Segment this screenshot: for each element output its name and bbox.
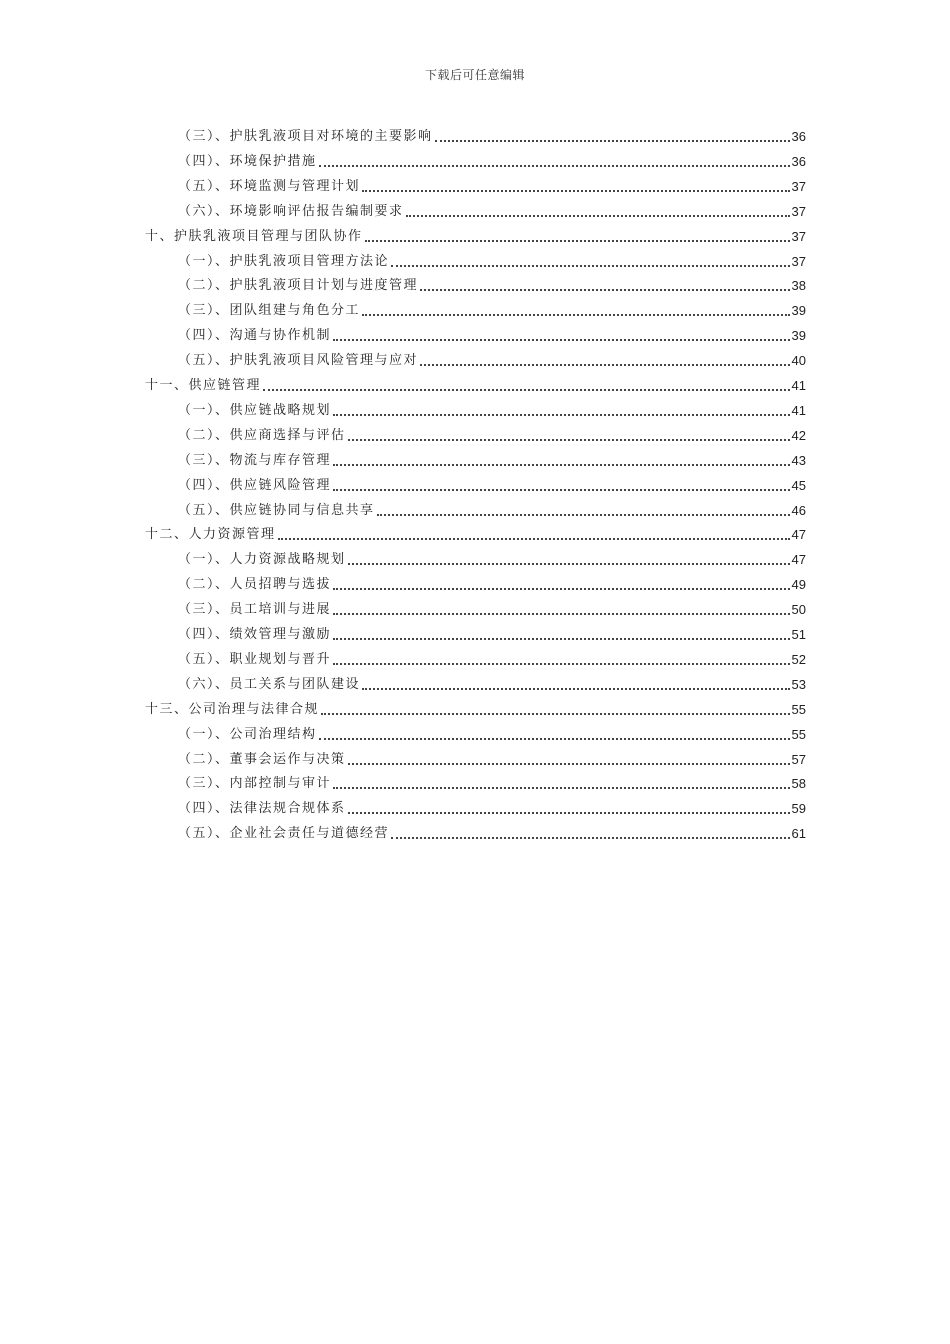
toc-page-number: 36 [791, 129, 806, 144]
toc-entry-title: （六）、环境影响评估报告编制要求 [178, 203, 404, 219]
toc-page-number: 55 [791, 726, 806, 742]
toc-entry-title: （三）、内部控制与审计 [178, 776, 332, 792]
toc-entry-title: （四）、环境保护措施 [178, 153, 317, 169]
toc-chapter-entry[interactable] [145, 226, 806, 248]
toc-page-number: 41 [791, 402, 806, 418]
toc-page-number: 39 [791, 328, 806, 344]
toc-entry-title: （四）、绩效管理与激励 [178, 627, 332, 642]
toc-dot-leader [333, 613, 790, 615]
toc-dot-leader [348, 563, 790, 565]
toc-section-entry[interactable] [178, 126, 806, 148]
toc-dot-leader [362, 314, 790, 316]
toc-dot-leader [348, 763, 790, 765]
page-header: 下载后可任意编辑 [424, 68, 525, 82]
toc-dot-leader [377, 514, 790, 516]
toc-page-number: 53 [791, 676, 806, 692]
toc-page-number: 52 [791, 651, 806, 667]
toc-entry-title: （二）、供应商选择与评估 [178, 427, 346, 443]
toc-entry-title: （四）、法律法规合规体系 [178, 801, 346, 817]
toc-dot-leader [348, 812, 790, 814]
toc-page-number: 42 [791, 427, 806, 443]
toc-dot-leader [333, 638, 790, 640]
toc-section-entry[interactable] [178, 400, 806, 422]
toc-page-number: 41 [791, 378, 806, 393]
toc-entry-title: 十一、供应链管理 [145, 378, 262, 393]
toc-section-entry[interactable] [178, 201, 806, 223]
toc-dot-leader [365, 240, 790, 242]
toc-page-number: 49 [791, 577, 806, 593]
toc-page-number: 37 [791, 178, 806, 194]
toc-section-entry[interactable] [178, 823, 806, 845]
toc-page-number: 40 [791, 353, 806, 369]
toc-chapter-entry[interactable] [145, 524, 806, 546]
toc-entry-title: （一）、护肤乳液项目管理方法论 [178, 253, 390, 269]
toc-entry-title: （三）、员工培训与进展 [178, 602, 332, 618]
toc-entry-title: （四）、供应链风险管理 [178, 477, 332, 493]
toc-page-number: 58 [791, 776, 806, 792]
toc-page-number: 36 [791, 153, 806, 169]
toc-page-number: 61 [791, 826, 806, 842]
toc-entry-title: （三）、护肤乳液项目对环境的主要影响 [178, 129, 433, 144]
toc-dot-leader [263, 389, 790, 391]
toc-dot-leader [333, 414, 790, 416]
toc-page-number: 51 [791, 627, 806, 642]
toc-section-entry[interactable] [178, 151, 806, 173]
toc-page-number: 37 [791, 253, 806, 269]
toc-dot-leader [362, 688, 790, 690]
toc-page-number: 50 [791, 602, 806, 618]
toc-section-entry[interactable] [178, 425, 806, 447]
toc-section-entry[interactable] [178, 724, 806, 746]
toc-dot-leader [391, 837, 790, 839]
toc-section-entry[interactable] [178, 574, 806, 596]
toc-dot-leader [278, 538, 790, 540]
toc-dot-leader [333, 663, 790, 665]
toc-dot-leader [406, 215, 790, 217]
toc-section-entry[interactable] [178, 275, 806, 297]
toc-page-number: 37 [791, 228, 806, 244]
toc-dot-leader [333, 787, 790, 789]
toc-entry-title: （一）、供应链战略规划 [178, 402, 332, 418]
toc-page-number: 39 [791, 303, 806, 319]
toc-dot-leader [420, 364, 790, 366]
toc-entry-title: （五）、职业规划与晋升 [178, 651, 332, 667]
toc-section-entry[interactable] [178, 599, 806, 621]
toc-page-number: 47 [791, 552, 806, 568]
toc-dot-leader [319, 738, 790, 740]
toc-entry-title: （五）、护肤乳液项目风险管理与应对 [178, 353, 419, 369]
toc-entry-title: （一）、公司治理结构 [178, 726, 317, 742]
toc-page-number: 57 [791, 751, 806, 767]
toc-dot-leader [420, 289, 790, 291]
toc-section-entry[interactable] [178, 798, 806, 820]
toc-page-number: 43 [791, 452, 806, 468]
toc-dot-leader [333, 489, 790, 491]
toc-entry-title: （一）、人力资源战略规划 [178, 552, 346, 568]
toc-dot-leader [362, 190, 790, 192]
toc-section-entry[interactable] [178, 749, 806, 771]
toc-page-number: 59 [791, 801, 806, 817]
toc-entry-title: （二）、人员招聘与选拔 [178, 577, 332, 593]
toc-page-number: 47 [791, 527, 806, 543]
toc-section-entry[interactable] [178, 649, 806, 671]
toc-page-number: 46 [791, 502, 806, 518]
toc-section-entry[interactable] [178, 325, 806, 347]
toc-entry-title: （三）、团队组建与角色分工 [178, 303, 361, 319]
toc-section-entry[interactable] [178, 475, 806, 497]
toc-dot-leader [333, 588, 790, 590]
toc-entry-title: 十三、公司治理与法律合规 [145, 701, 320, 717]
toc-entry-title: （二）、护肤乳液项目计划与进度管理 [178, 278, 419, 294]
toc-section-entry[interactable] [178, 176, 806, 198]
toc-page-number: 37 [791, 203, 806, 219]
toc-entry-title: 十二、人力资源管理 [145, 527, 276, 543]
toc-dot-leader [321, 713, 790, 715]
toc-page-number: 45 [791, 477, 806, 493]
toc-section-entry[interactable] [178, 251, 806, 273]
toc-chapter-entry[interactable] [145, 375, 806, 397]
toc-page-number: 55 [791, 701, 806, 717]
toc-section-entry[interactable] [178, 674, 806, 696]
toc-entry-title: （四）、沟通与协作机制 [178, 328, 332, 344]
toc-dot-leader [348, 439, 790, 441]
toc-entry-title: 十、护肤乳液项目管理与团队协作 [145, 228, 363, 244]
toc-entry-title: （五）、企业社会责任与道德经营 [178, 826, 390, 842]
toc-dot-leader [333, 464, 790, 466]
toc-section-entry[interactable] [178, 549, 806, 571]
toc-chapter-entry[interactable] [145, 699, 806, 721]
toc-dot-leader [391, 265, 790, 267]
toc-section-entry[interactable] [178, 624, 806, 646]
toc-dot-leader [319, 165, 790, 167]
toc-entry-title: （二）、董事会运作与决策 [178, 751, 346, 767]
toc-section-entry[interactable] [178, 500, 806, 522]
toc-dot-leader [333, 339, 790, 341]
toc-entry-title: （五）、供应链协同与信息共享 [178, 502, 375, 518]
toc-section-entry[interactable] [178, 450, 806, 472]
toc-page-number: 38 [791, 278, 806, 294]
toc-entry-title: （五）、环境监测与管理计划 [178, 178, 361, 194]
toc-entry-title: （三）、物流与库存管理 [178, 452, 332, 468]
toc-section-entry[interactable] [178, 350, 806, 372]
toc-section-entry[interactable] [178, 773, 806, 795]
toc-section-entry[interactable] [178, 300, 806, 322]
toc-entry-title: （六）、员工关系与团队建设 [178, 676, 361, 692]
toc-dot-leader [435, 140, 790, 142]
